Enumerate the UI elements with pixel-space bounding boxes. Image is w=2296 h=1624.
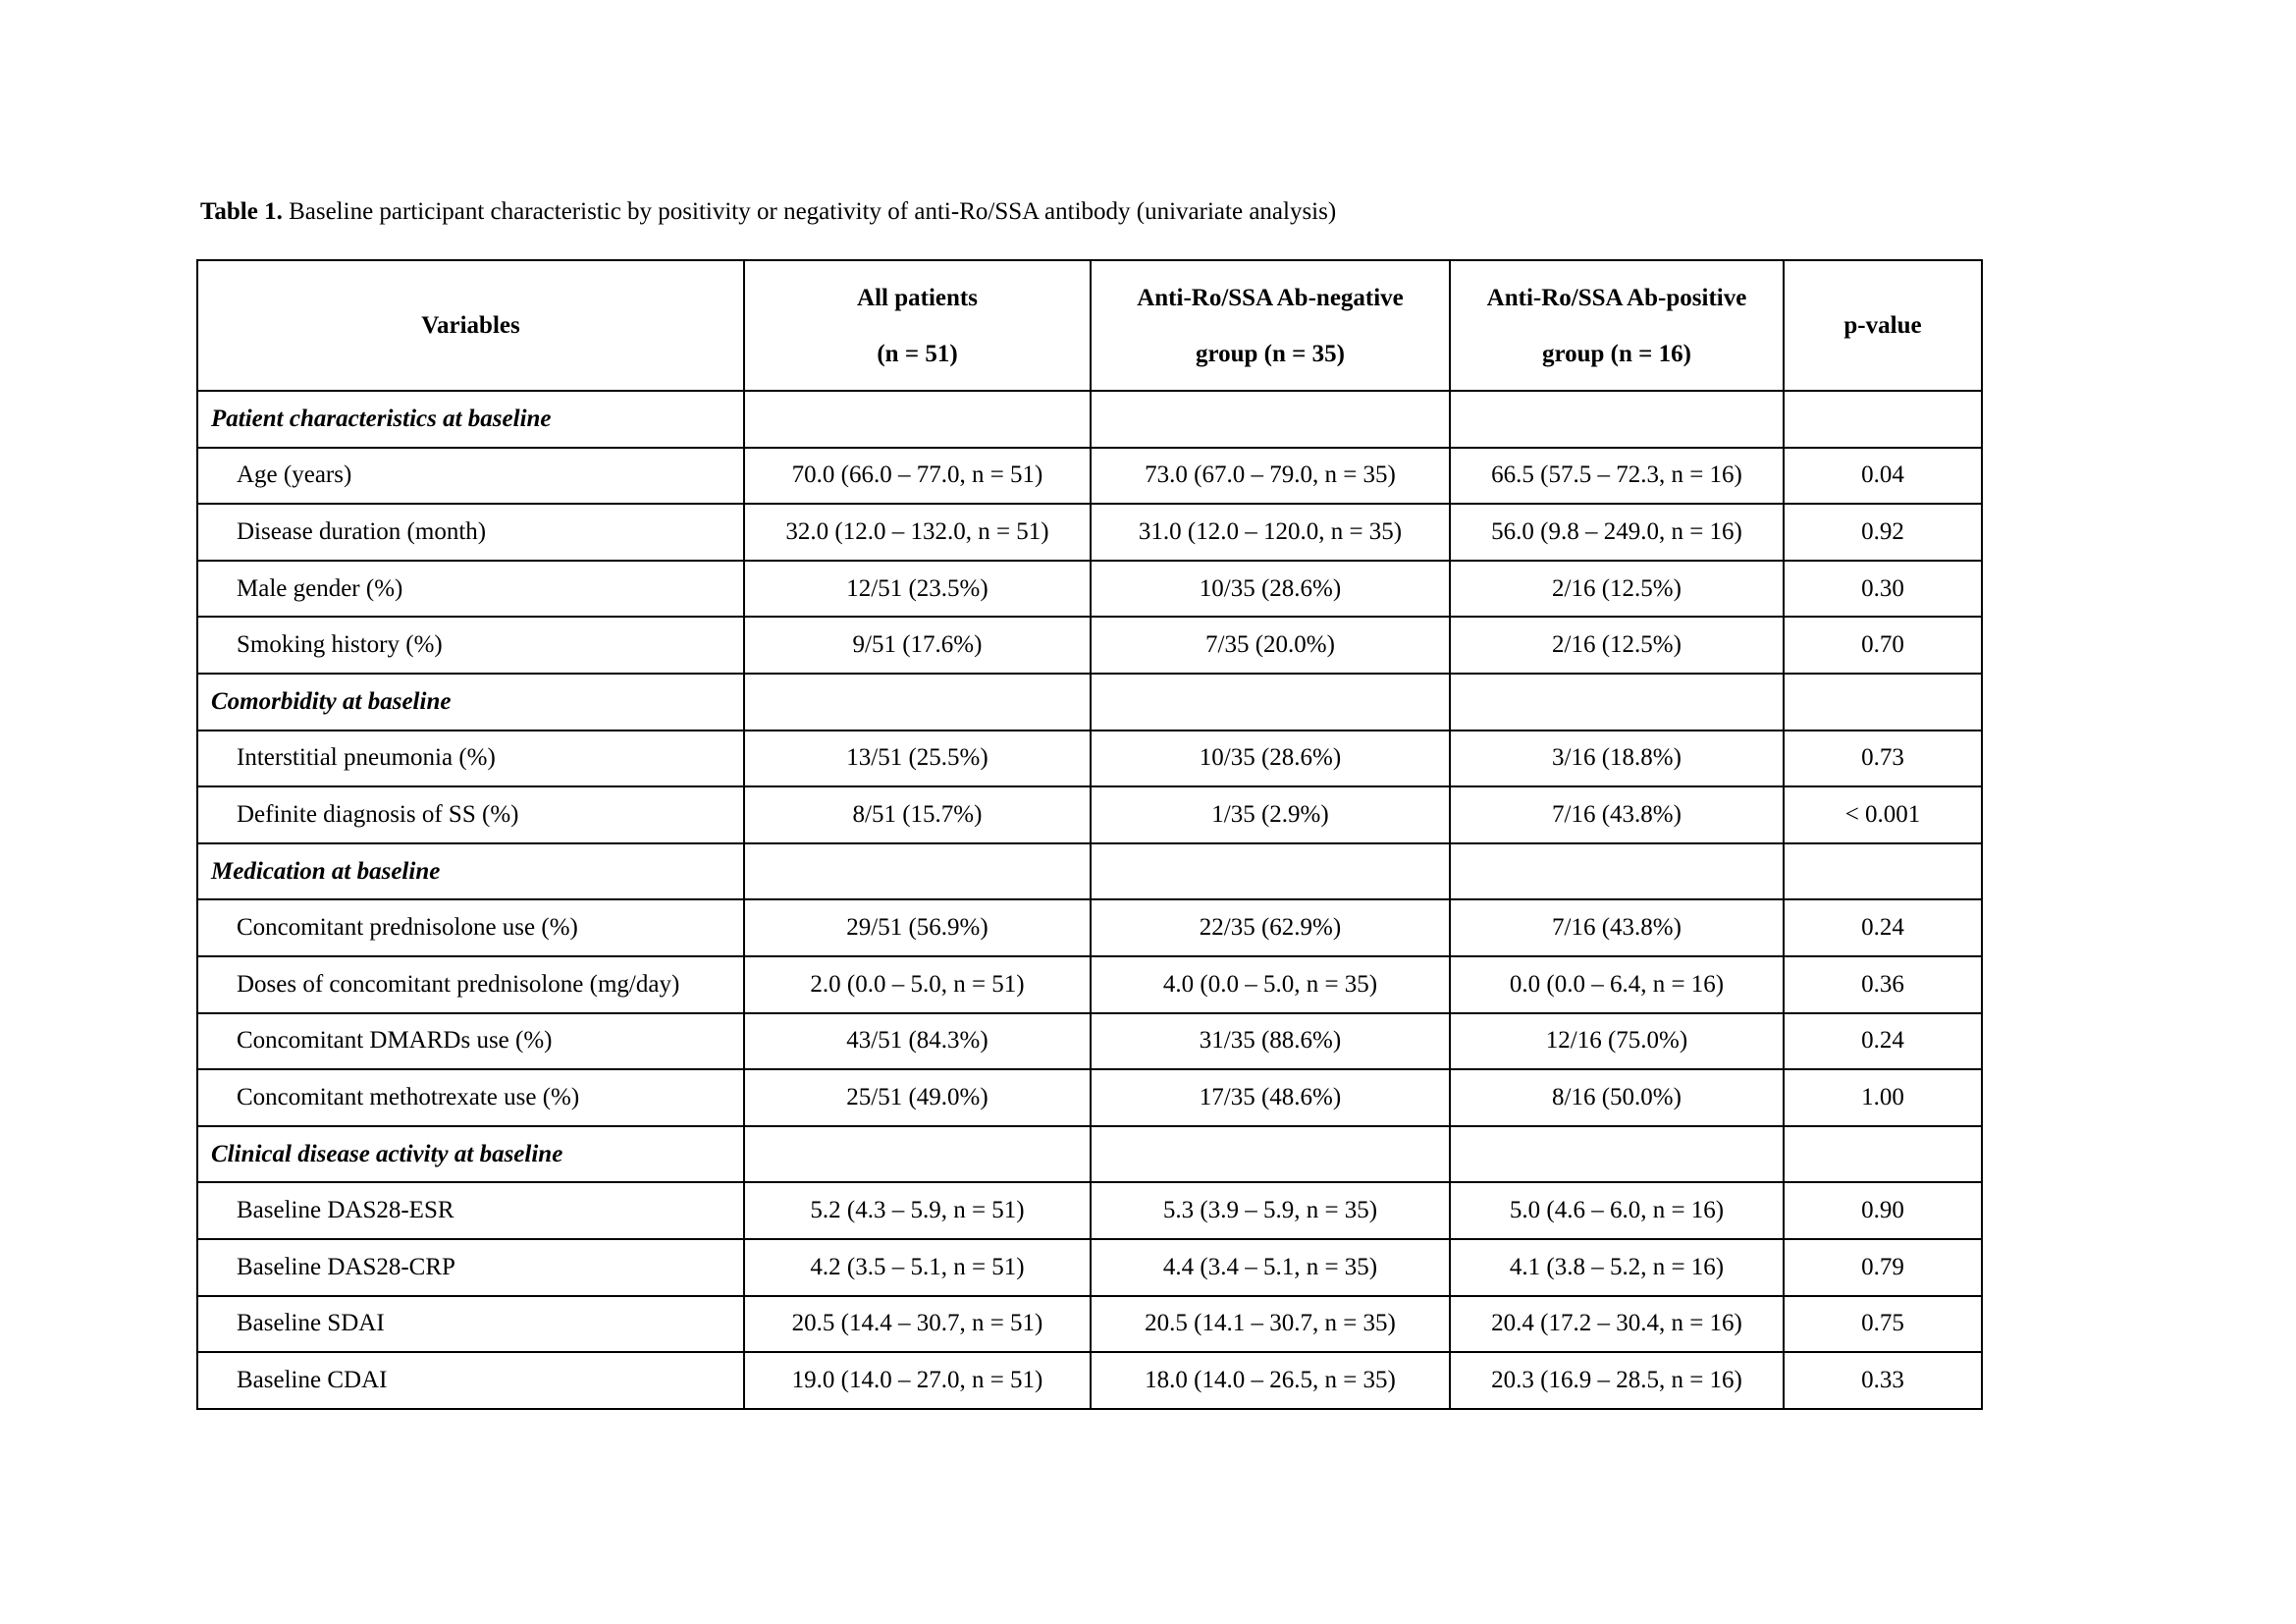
pvalue-cell: 1.00 (1784, 1069, 1982, 1126)
table-row (197, 504, 1982, 561)
empty-cell (1091, 843, 1450, 900)
table-row (197, 448, 1982, 505)
empty-cell (1450, 391, 1784, 448)
section-row (197, 391, 1982, 448)
negative-group-cell: 31.0 (12.0 – 120.0, n = 35) (1091, 504, 1450, 561)
all-patients-cell: 5.2 (4.3 – 5.9, n = 51) (744, 1182, 1091, 1239)
pvalue-cell: 0.90 (1784, 1182, 1982, 1239)
empty-cell (1450, 843, 1784, 900)
variable-cell: Disease duration (month) (197, 504, 744, 561)
section-title: Comorbidity at baseline (197, 674, 744, 731)
variable-cell: Doses of concomitant prednisolone (mg/day) (197, 956, 744, 1013)
section-title: Patient characteristics at baseline (197, 391, 744, 448)
positive-group-cell: 2/16 (12.5%) (1450, 617, 1784, 674)
variable-cell: Baseline DAS28-CRP (197, 1239, 744, 1296)
positive-group-cell: 5.0 (4.6 – 6.0, n = 16) (1450, 1182, 1784, 1239)
positive-group-cell: 0.0 (0.0 – 6.4, n = 16) (1450, 956, 1784, 1013)
header-pvalue (1784, 260, 1982, 391)
empty-cell (744, 391, 1091, 448)
empty-cell (1784, 1126, 1982, 1183)
pvalue-cell: 0.24 (1784, 1013, 1982, 1070)
positive-group-cell: 7/16 (43.8%) (1450, 899, 1784, 956)
header-pos-line2: group (n = 16) (1541, 340, 1691, 367)
header-pos-line1: Anti-Ro/SSA Ab-positive (1486, 284, 1747, 311)
variable-cell: Smoking history (%) (197, 617, 744, 674)
all-patients-cell: 13/51 (25.5%) (744, 731, 1091, 787)
variable-cell: Male gender (%) (197, 561, 744, 618)
pvalue-cell: 0.33 (1784, 1352, 1982, 1409)
negative-group-cell: 17/35 (48.6%) (1091, 1069, 1450, 1126)
pvalue-cell: 0.04 (1784, 448, 1982, 505)
negative-group-cell: 1/35 (2.9%) (1091, 786, 1450, 843)
negative-group-cell: 73.0 (67.0 – 79.0, n = 35) (1091, 448, 1450, 505)
table-row (197, 1182, 1982, 1239)
section-row (197, 674, 1982, 731)
pvalue-cell: 0.79 (1784, 1239, 1982, 1296)
all-patients-cell: 70.0 (66.0 – 77.0, n = 51) (744, 448, 1091, 505)
pvalue-cell: 0.70 (1784, 617, 1982, 674)
negative-group-cell: 4.4 (3.4 – 5.1, n = 35) (1091, 1239, 1450, 1296)
empty-cell (1091, 1126, 1450, 1183)
positive-group-cell: 4.1 (3.8 – 5.2, n = 16) (1450, 1239, 1784, 1296)
empty-cell (1450, 674, 1784, 731)
positive-group-cell: 20.3 (16.9 – 28.5, n = 16) (1450, 1352, 1784, 1409)
section-title: Clinical disease activity at baseline (197, 1126, 744, 1183)
header-variables-label: Variables (421, 312, 520, 339)
variable-cell: Concomitant methotrexate use (%) (197, 1069, 744, 1126)
pvalue-cell: 0.24 (1784, 899, 1982, 956)
pvalue-cell: 0.73 (1784, 731, 1982, 787)
header-positive-group (1450, 260, 1784, 391)
header-all-line2: (n = 51) (877, 340, 958, 367)
table-row (197, 956, 1982, 1013)
all-patients-cell: 2.0 (0.0 – 5.0, n = 51) (744, 956, 1091, 1013)
header-negative-group (1091, 260, 1450, 391)
variable-cell: Baseline DAS28-ESR (197, 1182, 744, 1239)
table-row (197, 786, 1982, 843)
empty-cell (1091, 674, 1450, 731)
section-title: Medication at baseline (197, 843, 744, 900)
table-caption-text: Baseline participant characteristic by positivity or negativity of anti-Ro/SSA antibody (univariate analysis) (289, 198, 1337, 225)
header-variables (197, 260, 744, 391)
negative-group-cell: 10/35 (28.6%) (1091, 561, 1450, 618)
header-neg-line2: group (n = 35) (1195, 340, 1345, 367)
empty-cell (1784, 674, 1982, 731)
negative-group-cell: 10/35 (28.6%) (1091, 731, 1450, 787)
table-row (197, 1352, 1982, 1409)
negative-group-cell: 22/35 (62.9%) (1091, 899, 1450, 956)
table-row (197, 731, 1982, 787)
positive-group-cell: 7/16 (43.8%) (1450, 786, 1784, 843)
positive-group-cell: 3/16 (18.8%) (1450, 731, 1784, 787)
variable-cell: Baseline SDAI (197, 1296, 744, 1353)
table-row (197, 617, 1982, 674)
table-row (197, 1296, 1982, 1353)
header-neg-line1: Anti-Ro/SSA Ab-negative (1137, 284, 1404, 311)
header-all-line1: All patients (857, 284, 978, 311)
variable-cell: Baseline CDAI (197, 1352, 744, 1409)
negative-group-cell: 31/35 (88.6%) (1091, 1013, 1450, 1070)
empty-cell (1784, 843, 1982, 900)
empty-cell (1784, 391, 1982, 448)
table-row (197, 1069, 1982, 1126)
section-row (197, 843, 1982, 900)
table-row (197, 561, 1982, 618)
negative-group-cell: 20.5 (14.1 – 30.7, n = 35) (1091, 1296, 1450, 1353)
pvalue-cell: 0.30 (1784, 561, 1982, 618)
negative-group-cell: 18.0 (14.0 – 26.5, n = 35) (1091, 1352, 1450, 1409)
section-row (197, 1126, 1982, 1183)
all-patients-cell: 32.0 (12.0 – 132.0, n = 51) (744, 504, 1091, 561)
empty-cell (744, 843, 1091, 900)
table-header-row (197, 260, 1982, 391)
header-pvalue-label: p-value (1843, 312, 1922, 339)
empty-cell (744, 1126, 1091, 1183)
empty-cell (1091, 391, 1450, 448)
positive-group-cell: 2/16 (12.5%) (1450, 561, 1784, 618)
positive-group-cell: 20.4 (17.2 – 30.4, n = 16) (1450, 1296, 1784, 1353)
variable-cell: Interstitial pneumonia (%) (197, 731, 744, 787)
pvalue-cell: 0.36 (1784, 956, 1982, 1013)
all-patients-cell: 25/51 (49.0%) (744, 1069, 1091, 1126)
negative-group-cell: 7/35 (20.0%) (1091, 617, 1450, 674)
variable-cell: Concomitant prednisolone use (%) (197, 899, 744, 956)
table-row (197, 1239, 1982, 1296)
all-patients-cell: 19.0 (14.0 – 27.0, n = 51) (744, 1352, 1091, 1409)
all-patients-cell: 4.2 (3.5 – 5.1, n = 51) (744, 1239, 1091, 1296)
pvalue-cell: 0.92 (1784, 504, 1982, 561)
negative-group-cell: 5.3 (3.9 – 5.9, n = 35) (1091, 1182, 1450, 1239)
all-patients-cell: 8/51 (15.7%) (744, 786, 1091, 843)
characteristics-table (196, 259, 1983, 1410)
all-patients-cell: 20.5 (14.4 – 30.7, n = 51) (744, 1296, 1091, 1353)
negative-group-cell: 4.0 (0.0 – 5.0, n = 35) (1091, 956, 1450, 1013)
empty-cell (1450, 1126, 1784, 1183)
variable-cell: Concomitant DMARDs use (%) (197, 1013, 744, 1070)
variable-cell: Definite diagnosis of SS (%) (197, 786, 744, 843)
header-all-patients (744, 260, 1091, 391)
table-body (197, 391, 1982, 1409)
empty-cell (744, 674, 1091, 731)
variable-cell: Age (years) (197, 448, 744, 505)
all-patients-cell: 43/51 (84.3%) (744, 1013, 1091, 1070)
all-patients-cell: 12/51 (23.5%) (744, 561, 1091, 618)
all-patients-cell: 29/51 (56.9%) (744, 899, 1091, 956)
positive-group-cell: 56.0 (9.8 – 249.0, n = 16) (1450, 504, 1784, 561)
pvalue-cell: < 0.001 (1784, 786, 1982, 843)
positive-group-cell: 8/16 (50.0%) (1450, 1069, 1784, 1126)
table-row (197, 1013, 1982, 1070)
pvalue-cell: 0.75 (1784, 1296, 1982, 1353)
table-caption-label: Table 1. (200, 198, 283, 225)
table-row (197, 899, 1982, 956)
table-caption (200, 198, 1336, 226)
positive-group-cell: 12/16 (75.0%) (1450, 1013, 1784, 1070)
positive-group-cell: 66.5 (57.5 – 72.3, n = 16) (1450, 448, 1784, 505)
all-patients-cell: 9/51 (17.6%) (744, 617, 1091, 674)
